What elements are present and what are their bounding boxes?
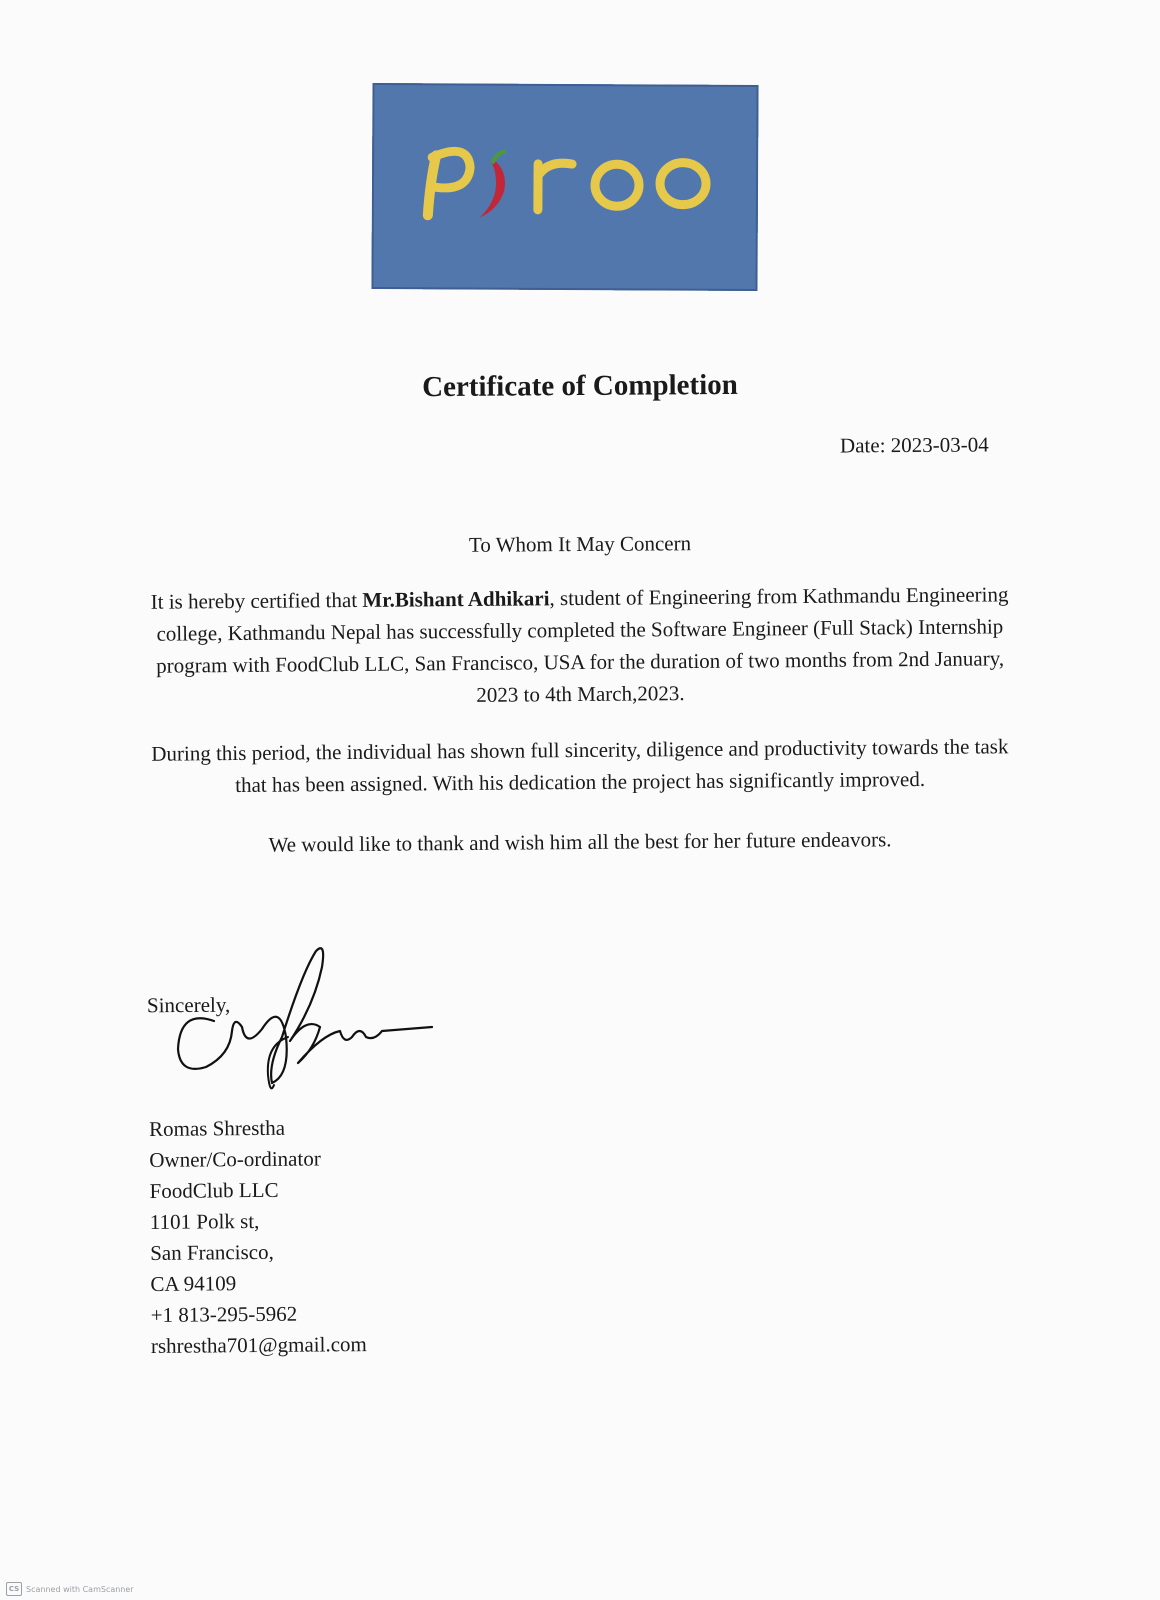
scanner-label: Scanned with CamScanner [26, 1584, 134, 1594]
piroo-logo-graphic [371, 83, 758, 291]
scanner-watermark [6, 1582, 134, 1596]
signatory-street: 1101 Polk st, [149, 1208, 260, 1234]
recipient-name: Mr.Bishant Adhikari [362, 586, 550, 612]
thanks-paragraph: We would like to thank and wish him all the best for her future endeavors. [268, 827, 892, 857]
camscanner-icon: CS [6, 1582, 22, 1596]
performance-paragraph: During this period, the individual has shown full sincerity, diligence and productivity towards the task that has been assigned. With his dedication the project has significantly improved. [151, 734, 1009, 798]
signatory-details [149, 1112, 367, 1362]
date-label: Date: 2023-03-04 [839, 432, 989, 458]
closing: Sincerely, [146, 992, 231, 1018]
certificate-title: Certificate of Completion [422, 368, 738, 404]
certification-paragraph [139, 578, 1020, 714]
company-logo [371, 83, 758, 291]
signatory-city: San Francisco, [150, 1239, 274, 1265]
paragraph-rest: , student of Engineering from Kathmandu Engineering college, Kathmandu Nepal has successfully completed the Software Engineer (Full Stack) Internship program with FoodClub LLC, San Francisco, USA for the duration of two months from 2nd January, 2023 to 4th March,2023. [156, 582, 1009, 707]
paragraph-lead: It is hereby certified that [150, 587, 363, 614]
signatory-name: Romas Shrestha [148, 1115, 286, 1141]
signatory-phone: +1 813-295-5962 [150, 1301, 298, 1327]
signatory-company: FoodClub LLC [149, 1177, 279, 1203]
salutation: To Whom It May Concern [468, 531, 692, 557]
signatory-role: Owner/Co-ordinator [149, 1146, 321, 1172]
signatory-state-zip: CA 94109 [150, 1271, 237, 1296]
signatory-email: rshrestha701@gmail.com [150, 1332, 367, 1358]
signature [170, 945, 450, 1115]
